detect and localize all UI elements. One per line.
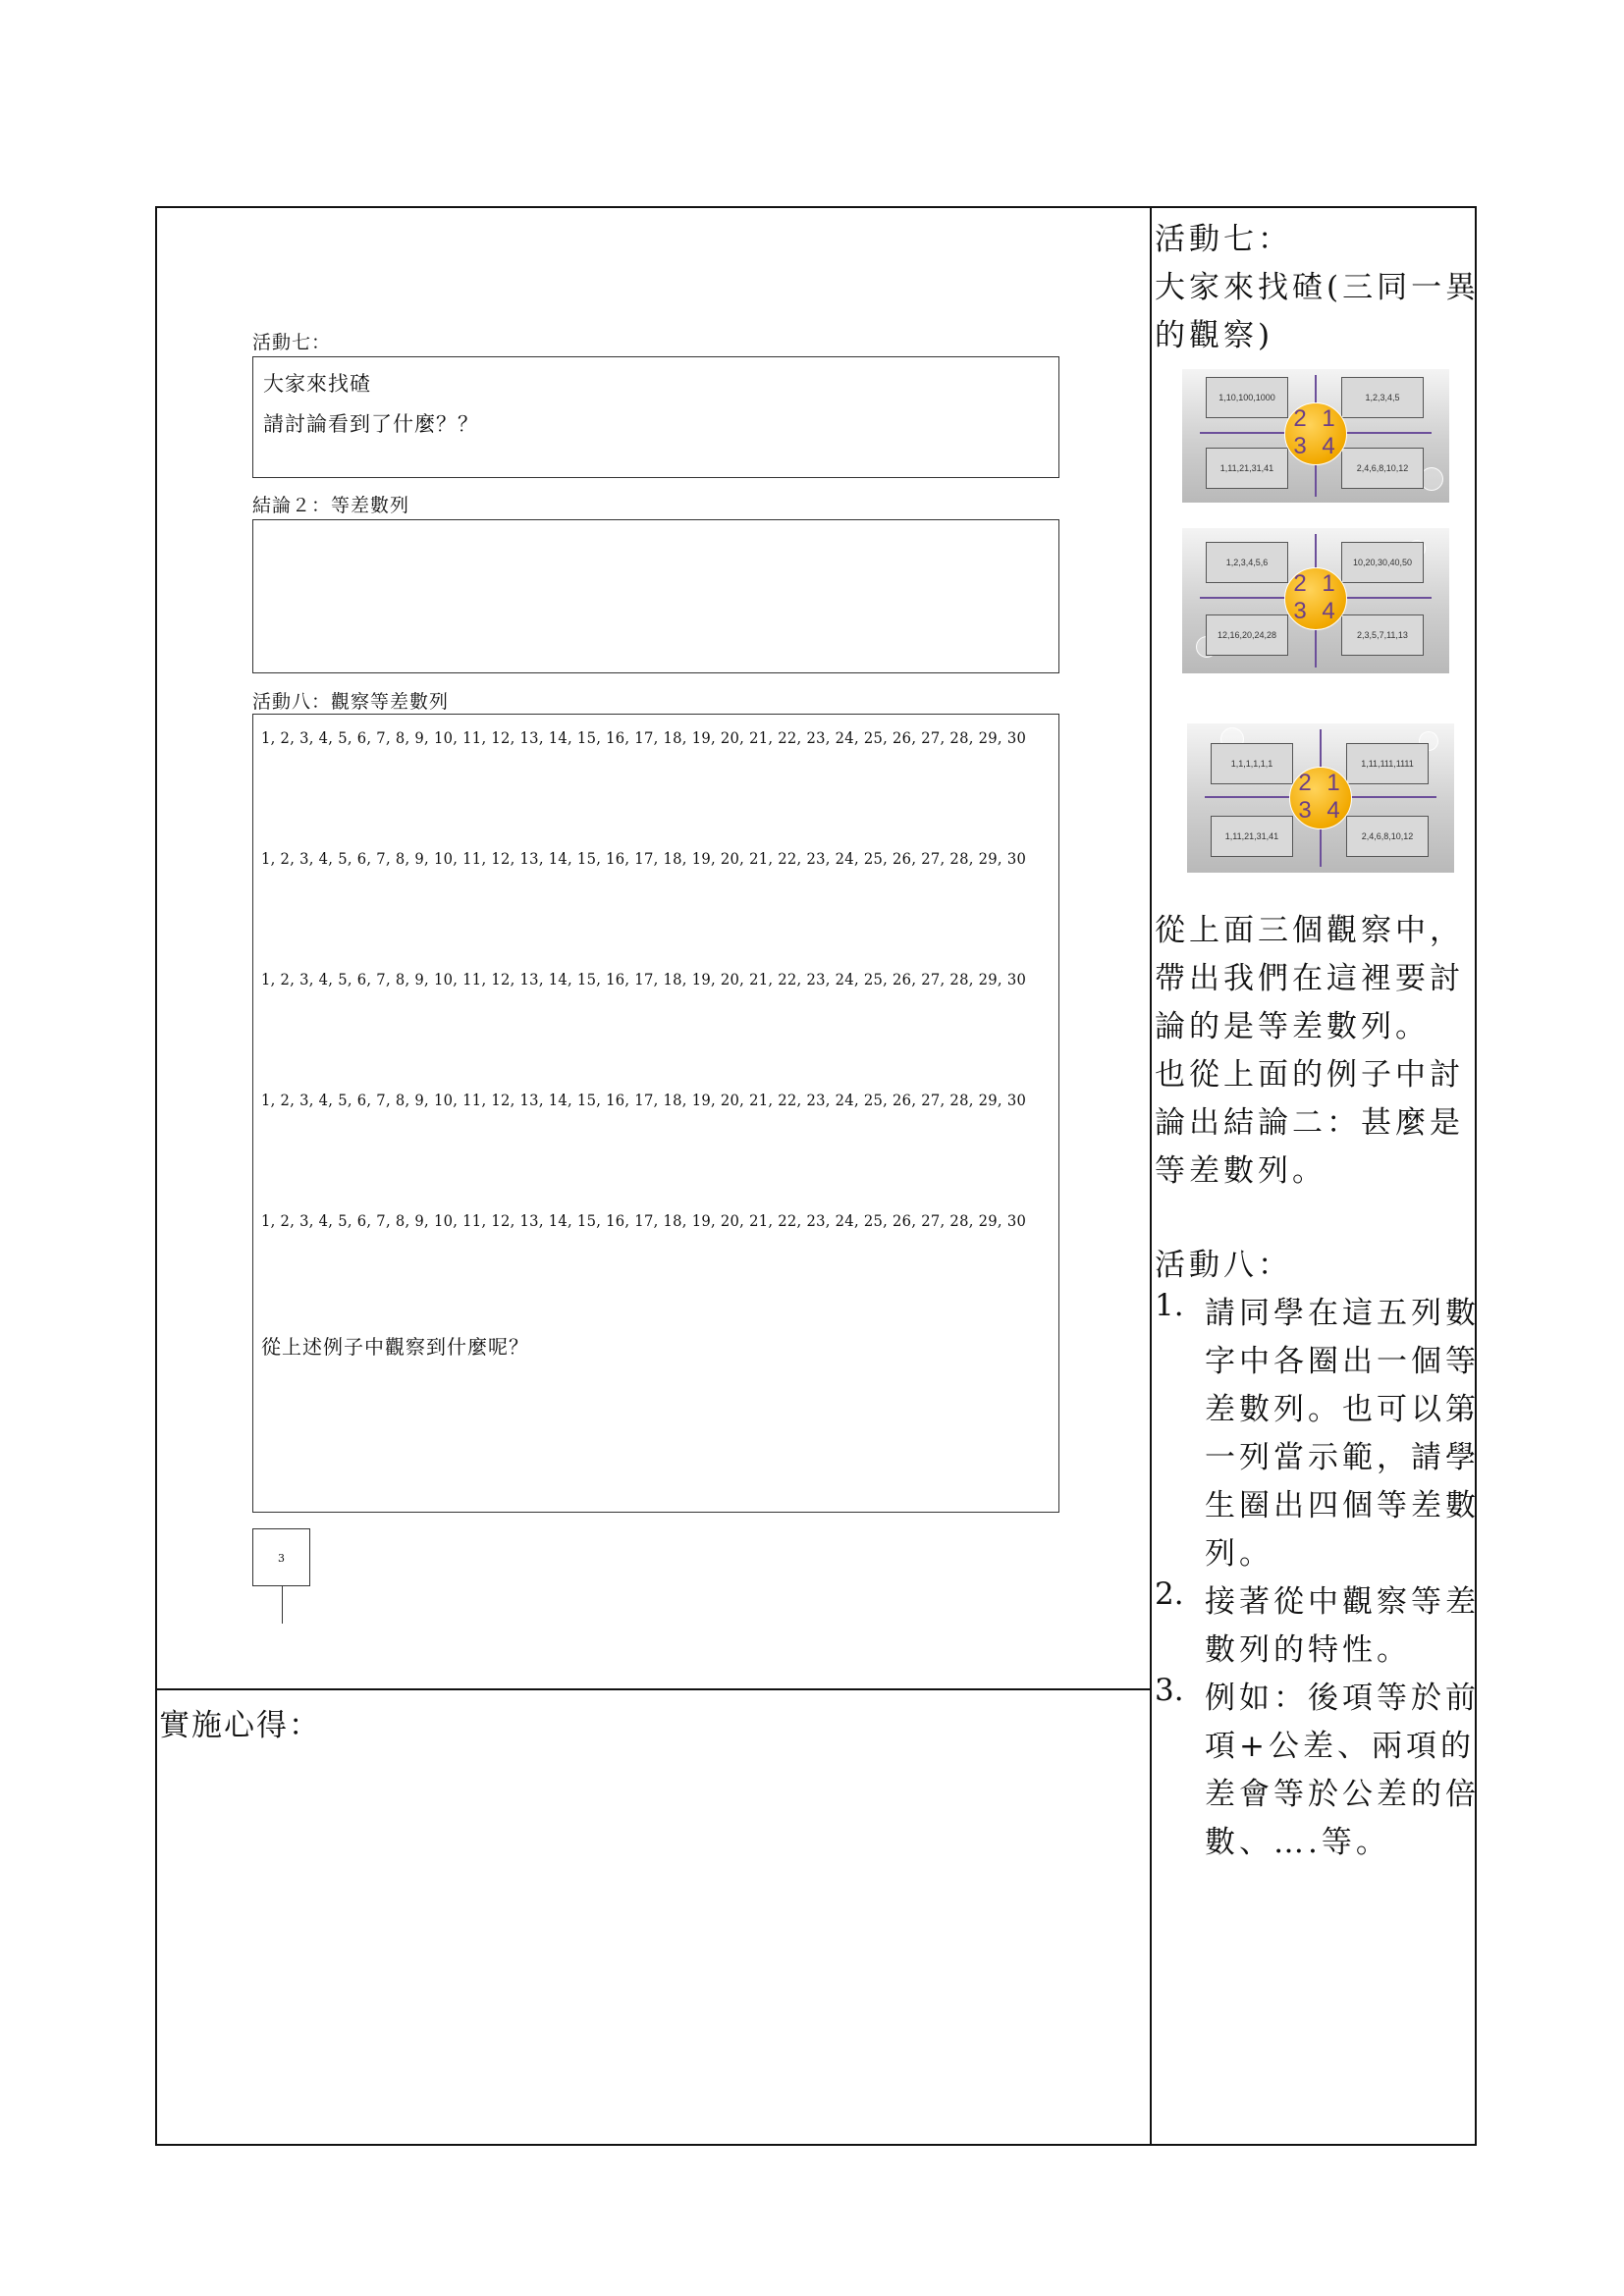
summary-line-6: 等差數列。 (1155, 1153, 1326, 1189)
list-item-line: 數、….等。 (1205, 1825, 1390, 1860)
activity7-heading: 活動七： (252, 332, 332, 353)
list-item-line: 列。 (1205, 1536, 1273, 1572)
slide-cell: 2,3,5,7,11,13 (1341, 614, 1424, 656)
list-item-line: 接著從中觀察等差 (1205, 1584, 1480, 1620)
list-item-line: 例如：後項等於前 (1205, 1681, 1480, 1716)
list-item-line: 生圈出四個等差數 (1205, 1488, 1480, 1523)
quadrant-number: 1 (1322, 405, 1335, 432)
summary-line-3: 論的是等差數列。 (1155, 1009, 1430, 1044)
conclusion2-box (252, 519, 1059, 673)
sequence-line-5: 1, 2, 3, 4, 5, 6, 7, 8, 9, 10, 11, 12, 13, 14, 15, 16, 17, 18, 19, 20, 21, 22, 23, 24, 25, 26, 27, 28, 29, 30 (261, 1211, 1027, 1230)
activity8-box (252, 714, 1059, 1513)
quadrant-number: 3 (1293, 433, 1307, 459)
summary-line-2: 帶出我們在這裡要討 (1155, 961, 1464, 996)
list-number: 2. (1155, 1576, 1184, 1612)
slide-thumbnail-3 (1187, 723, 1454, 873)
slide-cell: 1,11,21,31,41 (1211, 816, 1293, 857)
right-title-line1: 活動七： (1155, 222, 1292, 257)
right-title-line2: 大家來找碴(三同一異 (1155, 270, 1481, 305)
list-item-line: 一列當示範，請學 (1205, 1440, 1480, 1475)
slide-cell: 1,11,21,31,41 (1206, 448, 1288, 489)
conclusion2-heading: 結論２：等差數列 (252, 495, 410, 516)
slide-cell: 1,1,1,1,1,1 (1211, 743, 1293, 784)
quadrant-number: 4 (1322, 433, 1335, 459)
list-item-line: 項+公差、兩項的 (1205, 1729, 1475, 1764)
quadrant-number: 4 (1322, 598, 1335, 624)
table-row-divider (155, 1688, 1150, 1690)
activity8-title: 活動八： (1155, 1248, 1292, 1283)
slide-cell: 2,4,6,8,10,12 (1341, 448, 1424, 489)
list-item-line: 差會等於公差的倍 (1205, 1777, 1480, 1812)
page-number: 3 (252, 1528, 310, 1586)
slide-cell: 10,20,30,40,50 (1341, 542, 1424, 583)
sequence-line-1: 1, 2, 3, 4, 5, 6, 7, 8, 9, 10, 11, 12, 13, 14, 15, 16, 17, 18, 19, 20, 21, 22, 23, 24, 25, 26, 27, 28, 29, 30 (261, 728, 1027, 747)
quadrant-number: 3 (1293, 598, 1307, 624)
quadrant-number: 4 (1326, 797, 1340, 824)
summary-line-4: 也從上面的例子中討 (1155, 1057, 1464, 1093)
slide-cell: 1,11,111,1111 (1346, 743, 1429, 784)
activity8-heading: 活動八：觀察等差數列 (252, 691, 450, 713)
table-column-divider (1150, 206, 1152, 2146)
slide-cell: 1,10,100,1000 (1206, 377, 1288, 418)
quadrant-number: 1 (1326, 770, 1340, 796)
slide-cell: 1,2,3,4,5 (1341, 377, 1424, 418)
sequence-line-2: 1, 2, 3, 4, 5, 6, 7, 8, 9, 10, 11, 12, 13, 14, 15, 16, 17, 18, 19, 20, 21, 22, 23, 24, 25, 26, 27, 28, 29, 30 (261, 849, 1027, 868)
slide-cell: 1,2,3,4,5,6 (1206, 542, 1288, 583)
list-number: 1. (1155, 1288, 1184, 1323)
quadrant-number: 2 (1293, 405, 1307, 432)
list-item-line: 差數列。也可以第 (1205, 1392, 1480, 1427)
reflection-label: 實施心得： (159, 1708, 321, 1743)
activity7-box-line2: 請討論看到了什麼？？ (263, 412, 479, 436)
slide-cell: 2,4,6,8,10,12 (1346, 816, 1429, 857)
slide-thumbnail-2 (1182, 528, 1449, 673)
list-number: 3. (1155, 1673, 1184, 1708)
page-number-tick (282, 1586, 283, 1624)
list-item-line: 數列的特性。 (1205, 1632, 1411, 1668)
activity7-box-line1: 大家來找碴 (263, 372, 371, 396)
quadrant-number: 2 (1298, 770, 1312, 796)
quadrant-number: 3 (1298, 797, 1312, 824)
list-item-line: 字中各圈出一個等 (1205, 1344, 1480, 1379)
summary-line-5: 論出結論二：甚麼是 (1155, 1105, 1464, 1141)
slide-thumbnail-1 (1182, 369, 1449, 503)
list-item-line: 請同學在這五列數 (1205, 1296, 1480, 1331)
summary-line-1: 從上面三個觀察中， (1155, 913, 1464, 948)
quadrant-number: 1 (1322, 570, 1335, 597)
right-title-line3: 的觀察) (1155, 318, 1274, 353)
slide-cell: 12,16,20,24,28 (1206, 614, 1288, 656)
activity8-question: 從上述例子中觀察到什麼呢？ (261, 1335, 529, 1359)
sequence-line-3: 1, 2, 3, 4, 5, 6, 7, 8, 9, 10, 11, 12, 13, 14, 15, 16, 17, 18, 19, 20, 21, 22, 23, 24, 25, 26, 27, 28, 29, 30 (261, 970, 1027, 988)
quadrant-number: 2 (1293, 570, 1307, 597)
sequence-line-4: 1, 2, 3, 4, 5, 6, 7, 8, 9, 10, 11, 12, 13, 14, 15, 16, 17, 18, 19, 20, 21, 22, 23, 24, 25, 26, 27, 28, 29, 30 (261, 1091, 1027, 1109)
